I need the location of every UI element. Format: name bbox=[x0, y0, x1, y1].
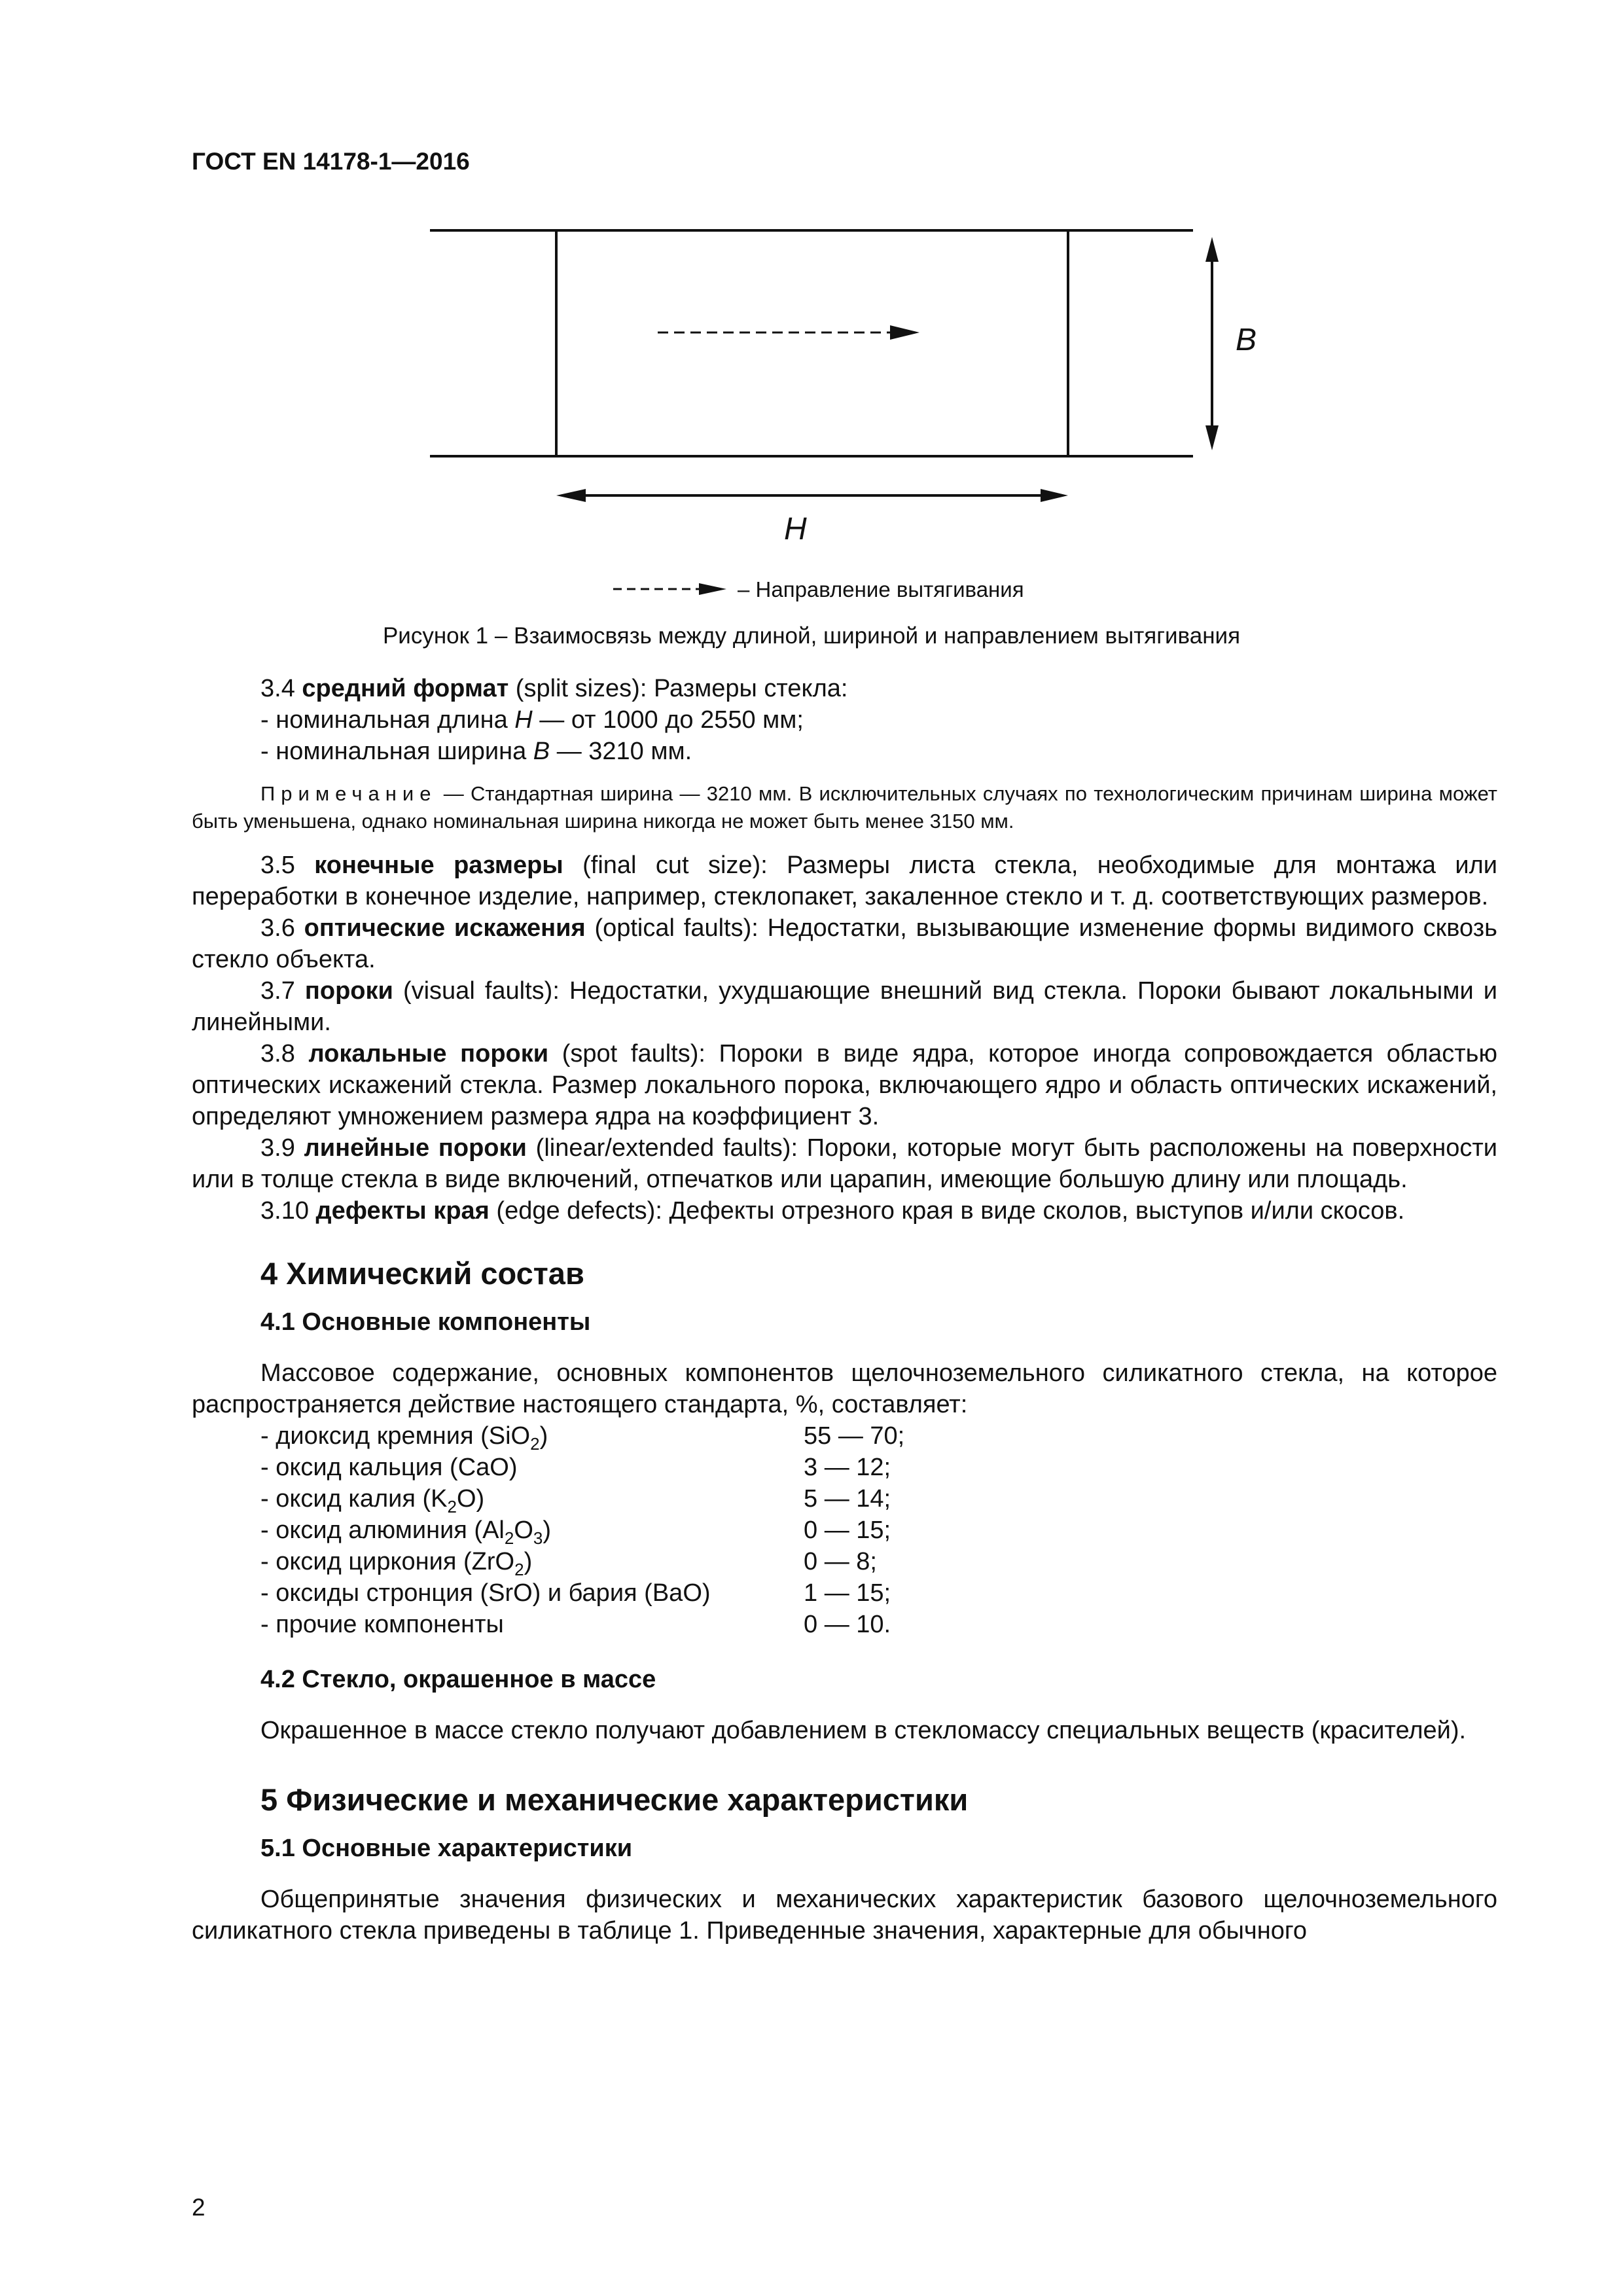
section-5-1-title: 5.1 Основные характеристики bbox=[260, 1835, 633, 1862]
def-3-4-width: - номинальная ширина B — 3210 мм. bbox=[260, 738, 692, 765]
component-row: - оксид циркония (ZrO$_2$) 0 — 8; bbox=[260, 1548, 877, 1579]
main-content bbox=[192, 673, 1497, 1946]
def-3-9: 3.9 линейные пороки (linear/extended faults): Пороки, которые могут быть расположены на поверхности или в толще стекла в виде включений, отпечатков или царапин, имеющие большую длину или площадь. bbox=[192, 1134, 1497, 1193]
note: Примечание — Стандартная ширина — 3210 мм. В исключительных случаях по технологическим причинам ширина может быть уменьшена, однако номинальная ширина никогда не может быть менее 3150 мм. bbox=[192, 782, 1497, 833]
component-row: - оксиды стронция (SrO) и бария (BaO) 1 — 15; bbox=[260, 1579, 891, 1607]
length-label: H bbox=[784, 512, 807, 547]
width-b-arrow bbox=[1205, 237, 1219, 450]
figure-legend: – Направление вытягивания bbox=[738, 577, 1024, 601]
section-4-1-title: 4.1 Основные компоненты bbox=[260, 1308, 591, 1336]
document-header: ГОСТ EN 14178-1—2016 bbox=[192, 148, 470, 175]
component-row: - оксид калия $(K_2O)$ 5 — 14; bbox=[260, 1485, 891, 1516]
component-row: - прочие компоненты 0 — 10. bbox=[260, 1611, 891, 1638]
def-3-4: 3.4 средний формат (split sizes): Размеры стекла: bbox=[260, 675, 848, 702]
page-number: 2 bbox=[192, 2194, 205, 2221]
def-3-4-length: - номинальная длина H — от 1000 до 2550 мм; bbox=[260, 706, 804, 734]
def-3-7: 3.7 пороки (visual faults): Недостатки, ухудшающие внешний вид стекла. Пороки бывают локальными и линейными. bbox=[192, 977, 1497, 1036]
section-4-title: 4 Химический состав bbox=[260, 1256, 584, 1291]
def-3-5: 3.5 конечные размеры (final cut size): Размеры листа стекла, необходимые для монтажа или переработки в конечное изделие, например, стеклопакет, закаленное стекло и т. д. соответствующих размеров. bbox=[192, 852, 1498, 910]
section-4-2-title: 4.2 Стекло, окрашенное в массе bbox=[260, 1666, 656, 1693]
def-3-8: 3.8 локальные пороки (spot faults): Пороки в виде ядра, которое иногда сопровождается областью оптических искажений стекла. Размер локального порока, включающего ядро и область оптических искажений, определяют умножением размера ядра на коэффициент 3. bbox=[192, 1040, 1497, 1130]
component-row: - оксид алюминия $(Al_2O_3)$ 0 — 15; bbox=[260, 1516, 891, 1548]
component-row: - оксид кальция (CaO) 3 — 12; bbox=[260, 1454, 891, 1481]
def-3-10: 3.10 дефекты края (edge defects): Дефекты отрезного края в виде сколов, выступов и/или скосов. bbox=[260, 1197, 1405, 1225]
length-h-arrow bbox=[556, 489, 1068, 502]
def-3-6: 3.6 оптические искажения (optical faults): Недостатки, вызывающие изменение формы видимого сквозь стекло объекта. bbox=[192, 914, 1497, 973]
section-4-1-intro: Массовое содержание, основных компонентов щелочноземельного силикатного стекла, на которое распространяется действие настоящего стандарта, %, составляет: bbox=[192, 1359, 1497, 1418]
legend-arrow-icon bbox=[613, 583, 726, 595]
section-5-title: 5 Физические и механические характеристики bbox=[260, 1782, 969, 1817]
width-label: B bbox=[1236, 323, 1257, 357]
draw-direction-arrow bbox=[658, 325, 919, 340]
section-4-2-text: Окрашенное в массе стекло получают добавлением в стекломассу специальных веществ (красителей). bbox=[260, 1717, 1467, 1744]
section-5-1-text: Общепринятые значения физических и механических характеристик базового щелочноземельного силикатного стекла приведены в таблице 1. Приведенные значения, характерные для обычного bbox=[192, 1886, 1497, 1945]
component-row: - диоксид кремния (SiO$_2$) 55 — 70; bbox=[260, 1422, 905, 1454]
figure-caption: Рисунок 1 – Взаимосвязь между длиной, шириной и направлением вытягивания bbox=[382, 623, 1241, 649]
components-list bbox=[192, 1420, 1497, 1640]
